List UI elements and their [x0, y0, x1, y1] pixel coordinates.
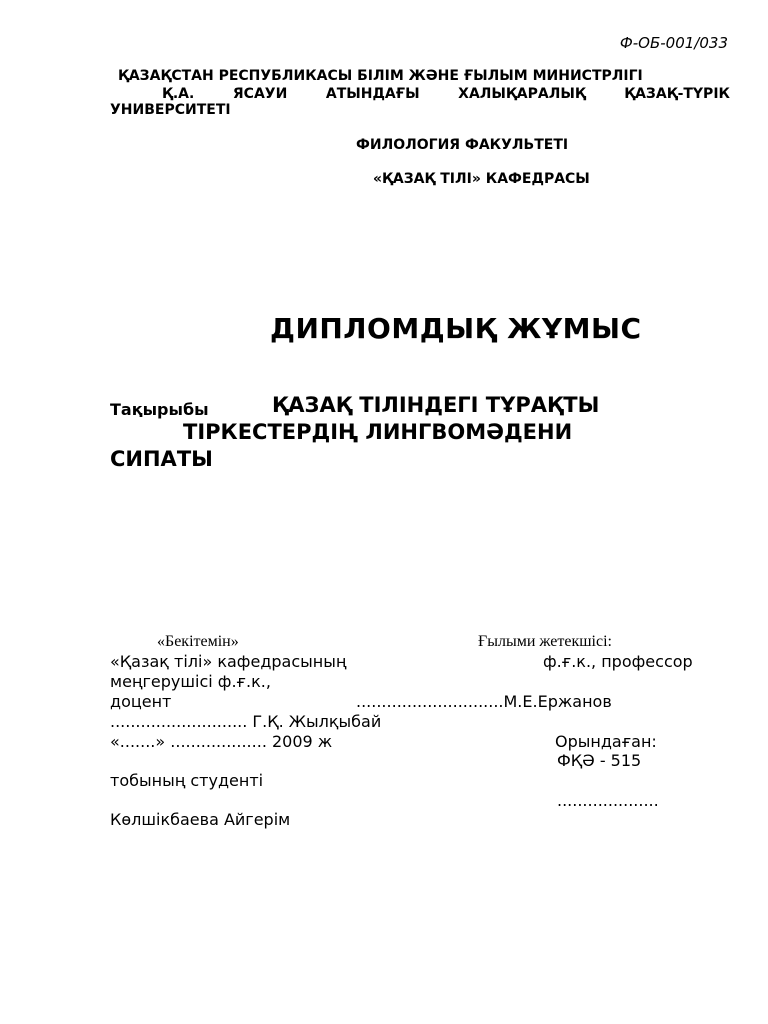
approval-line3: доцент	[110, 692, 172, 711]
topic-title-line3: СИПАТЫ	[110, 447, 213, 471]
university-word: АТЫНДАҒЫ	[325, 86, 420, 102]
student-group: ФҚӘ - 515	[557, 751, 642, 770]
university-word: ЯСАУИ	[232, 86, 288, 102]
advisor-label: Ғылыми жетекшісі:	[478, 633, 612, 650]
university-word: ҚАЗАҚ-ТҮРІК	[624, 86, 730, 102]
advisor-signature: .............................М.Е.Ержанов	[356, 692, 612, 711]
university-word: ХАЛЫҚАРАЛЫҚ	[458, 86, 586, 102]
approval-date: «.......» ................... 2009 ж	[110, 732, 333, 751]
university-name-line1	[110, 86, 730, 102]
approval-line2: меңгерушісі ф.ғ.к.,	[110, 672, 271, 691]
student-signature: ....................	[557, 791, 659, 810]
faculty-name: ФИЛОЛОГИЯ ФАКУЛЬТЕТІ	[356, 137, 569, 153]
student-group-suffix: тобының студенті	[110, 771, 264, 790]
advisor-degree: ф.ғ.к., профессор	[543, 652, 693, 671]
form-code: Ф-ОБ-001/033	[619, 34, 728, 52]
student-label: Орындаған:	[555, 732, 657, 751]
topic-label: Тақырыбы	[110, 400, 209, 419]
approval-label: «Бекітемін»	[157, 633, 239, 650]
topic-title-line2: ТІРКЕСТЕРДІҢ ЛИНГВОМӘДЕНИ	[183, 420, 573, 444]
department-name: «ҚАЗАҚ ТІЛІ» КАФЕДРАСЫ	[373, 171, 590, 187]
university-name-line2: УНИВЕРСИТЕТІ	[110, 102, 231, 118]
topic-title-line1: ҚАЗАҚ ТІЛІНДЕГІ ТҰРАҚТЫ	[272, 393, 600, 417]
ministry-name: ҚАЗАҚСТАН РЕСПУБЛИКАСЫ БІЛІМ ЖӘНЕ ҒЫЛЫМ МИНИСТРЛІГІ	[118, 68, 643, 84]
approval-signature: ........................... Г.Қ. Жылқыбай	[110, 712, 382, 731]
student-name: Көлшікбаева Айгерім	[110, 810, 291, 829]
approval-line1: «Қазақ тілі» кафедрасының	[110, 652, 347, 671]
document-title: ДИПЛОМДЫҚ ЖҰМЫС	[270, 312, 642, 345]
university-word: Қ.А.	[162, 86, 195, 102]
